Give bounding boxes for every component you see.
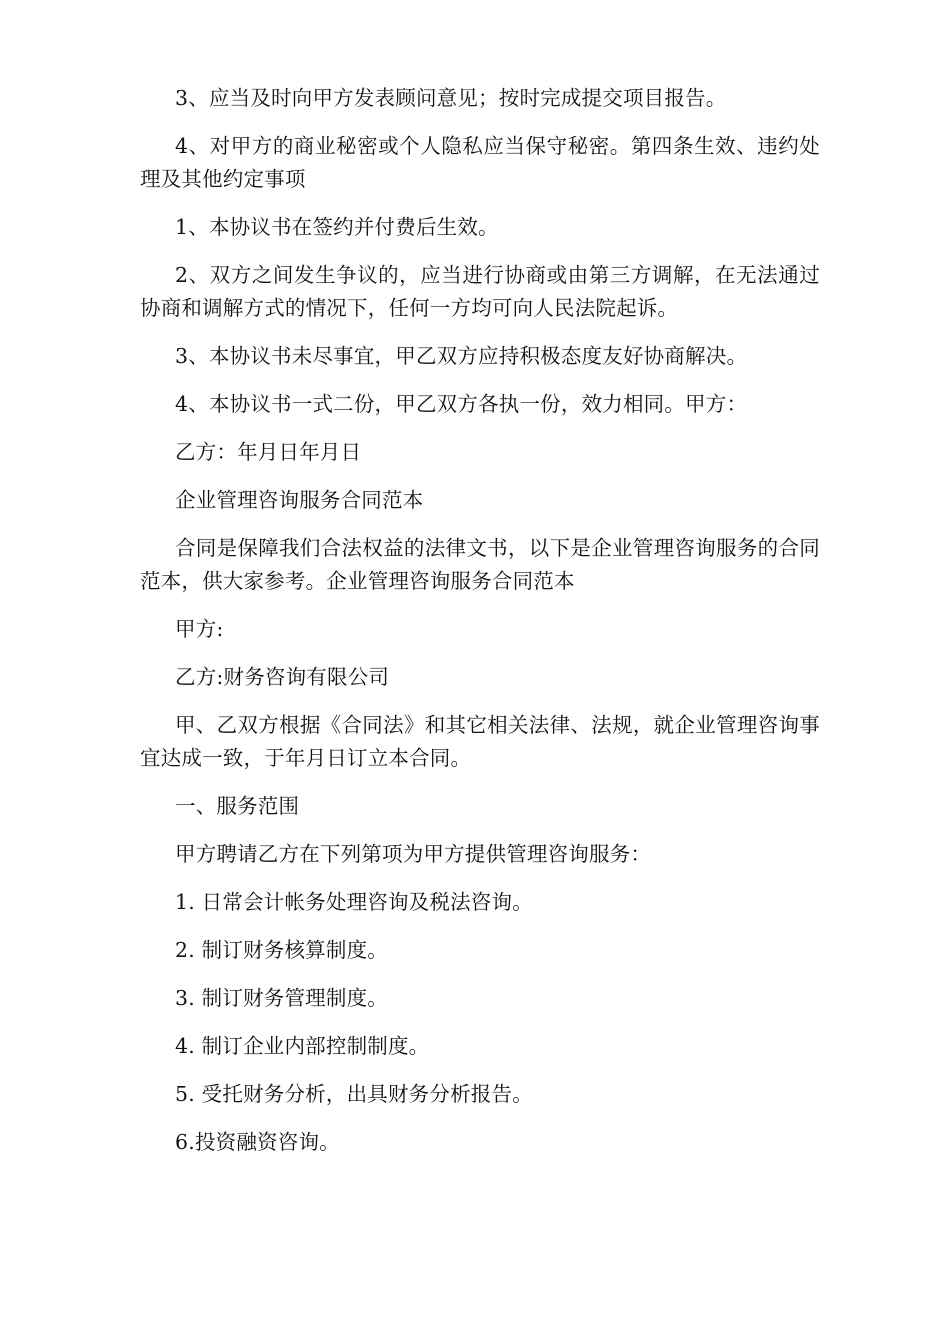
paragraph: 甲方聘请乙方在下列第项为甲方提供管理咨询服务： [175, 842, 652, 866]
paragraph: 4、本协议书一式二份，甲乙双方各执一份，效力相同。甲方： [175, 392, 748, 416]
list-item: 1. 日常会计帐务处理咨询及税法咨询。 [175, 890, 533, 914]
list-item: 2. 制订财务核算制度。 [175, 938, 388, 962]
paragraph: 3、本协议书未尽事宜，甲乙双方应持积极态度友好协商解决。 [175, 344, 748, 368]
party-b-line: 乙方:财务咨询有限公司 [175, 665, 390, 689]
section-title: 企业管理咨询服务合同范本 [175, 488, 424, 512]
document-page [140, 82, 820, 1174]
paragraph: 4、对甲方的商业秘密或个人隐私应当保守秘密。第四条生效、违约处理及其他约定事项 [140, 134, 820, 191]
list-item: 3. 制订财务管理制度。 [175, 986, 388, 1010]
list-item: 4. 制订企业内部控制制度。 [175, 1034, 430, 1058]
list-item: 6.投资融资咨询。 [175, 1130, 340, 1154]
paragraph: 1、本协议书在签约并付费后生效。 [175, 215, 499, 239]
list-item: 5. 受托财务分析，出具财务分析报告。 [175, 1082, 533, 1106]
paragraph: 3、应当及时向甲方发表顾问意见；按时完成提交项目报告。 [175, 86, 727, 110]
paragraph: 合同是保障我们合法权益的法律文书，以下是企业管理咨询服务的合同范本，供大家参考。企业管理咨询服务合同范本 [140, 536, 820, 593]
paragraph: 乙方：年月日年月日 [175, 440, 362, 464]
paragraph: 甲、乙双方根据《合同法》和其它相关法律、法规，就企业管理咨询事宜达成一致，于年月日订立本合同。 [140, 713, 820, 770]
party-a-line: 甲方: [175, 617, 224, 641]
section-heading: 一、服务范围 [175, 794, 300, 818]
paragraph: 2、双方之间发生争议的，应当进行协商或由第三方调解，在无法通过协商和调解方式的情况下，任何一方均可向人民法院起诉。 [140, 263, 820, 320]
